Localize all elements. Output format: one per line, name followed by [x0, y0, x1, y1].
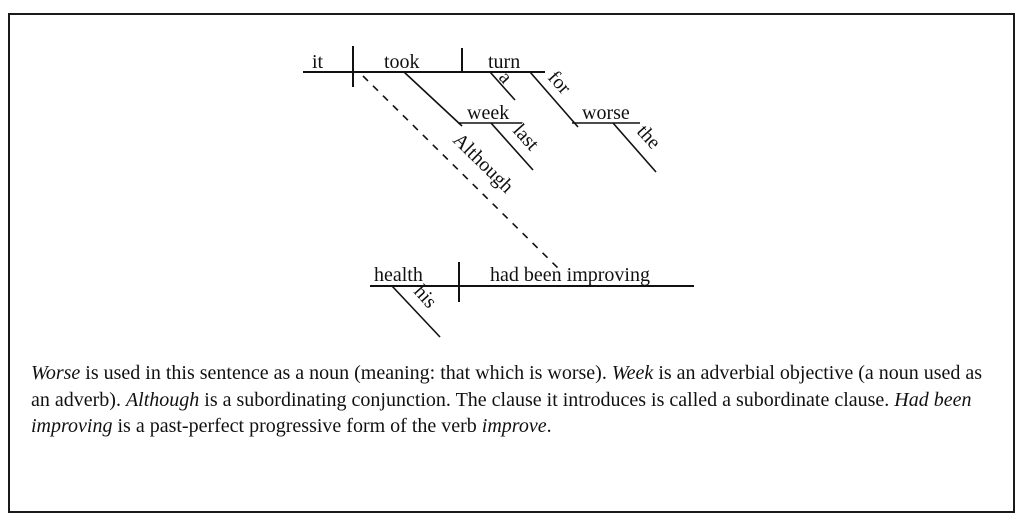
caption-term-improve: improve — [481, 415, 547, 437]
prep-object: worse — [582, 102, 630, 124]
adverbial-objective: week — [467, 102, 510, 124]
adverbial-slant — [404, 72, 462, 126]
conjunction-connector — [363, 76, 560, 270]
caption-term-worse: Worse — [31, 362, 81, 384]
main-subject: it — [312, 51, 324, 73]
caption-text-1: is used in this sentence as a noun (meaning: that which is worse). — [80, 362, 612, 384]
explanation-caption — [31, 360, 991, 440]
adverbial-modifier: last — [508, 119, 544, 155]
main-object: turn — [488, 51, 521, 73]
subordinate-verb: had been improving — [490, 264, 650, 286]
caption-text-5: . — [546, 415, 552, 437]
caption-text-4: is a past-perfect progressive form of the verb — [112, 415, 482, 437]
preposition: for — [543, 66, 576, 99]
main-verb: took — [384, 51, 420, 73]
subordinate-subject: health — [374, 264, 423, 286]
caption-term-week: Week — [611, 362, 654, 384]
caption-term-although: Although — [125, 388, 200, 411]
object-modifier: a — [494, 66, 517, 88]
subordinate-subject-modifier: his — [409, 280, 442, 313]
caption-text-3: is a subordinating conjunction. The clause it introduces is called a subordinate clause. — [199, 388, 895, 411]
conjunction: Although — [448, 128, 518, 198]
prep-object-modifier: the — [632, 120, 665, 154]
caption-term-had-been-improving: Had been improving — [31, 388, 972, 437]
caption-text-2: is an adverbial objective (a noun used as an adverb). — [31, 362, 983, 411]
